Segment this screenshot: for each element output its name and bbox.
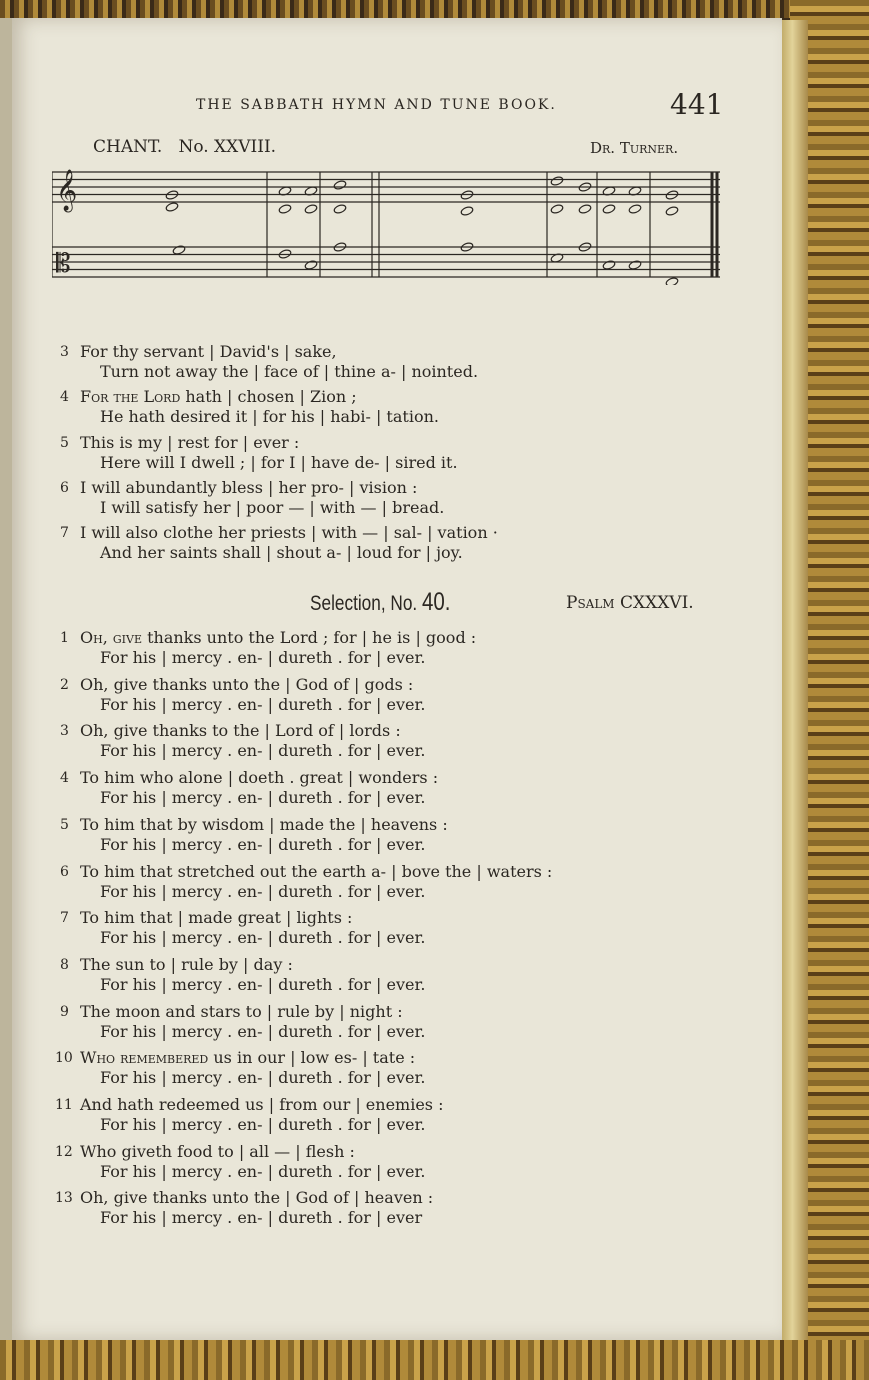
verse-lead-small-caps: Who remembered (80, 1048, 209, 1068)
verse-text-1: I will also clothe her priests | with — | sal- | vation · (80, 523, 498, 543)
verse-line-2: For his | mercy . en- | dureth . for | ever. (100, 741, 426, 761)
verse-line-2: For his | mercy . en- | dureth . for | ever (100, 1208, 423, 1228)
verse-text-1: The sun to | rule by | day : (80, 954, 293, 974)
verse-text-1: And hath redeemed us | from our | enemies : (80, 1095, 444, 1114)
book-bottom-edge-ornament (0, 1340, 869, 1380)
verse-line-2: For his | mercy . en- | dureth . for | ever. (100, 788, 426, 808)
verse-line-1 (80, 523, 498, 542)
verse-line-2: For his | mercy . en- | dureth . for | ever. (100, 1161, 426, 1181)
verse-number: 10 (55, 1050, 73, 1067)
verse-text-1: Who giveth food to | all — | flesh : (80, 1141, 355, 1161)
verse-line-1 (80, 955, 293, 974)
verse-number: 1 (60, 630, 69, 646)
verse-number: 4 (60, 770, 69, 787)
verse-text-1: hath | chosen | Zion ; (180, 387, 357, 407)
verse-line-1 (80, 1142, 355, 1161)
verse-number: 12 (55, 1143, 73, 1160)
verse-line-1 (80, 908, 352, 927)
selection-heading (310, 588, 451, 617)
verse-text-1: Oh, give thanks to the | Lord of | lords : (80, 721, 401, 741)
verse-text-1: The moon and stars to | rule by | night : (80, 1001, 403, 1021)
verse-text-1: This is my | rest for | ever : (80, 432, 300, 452)
verse-text-1: To him who alone | doeth . great | wonders : (80, 768, 439, 788)
verse-line-1 (80, 1188, 433, 1207)
verse-line-2: I will satisfy her | poor — | with — | bread. (100, 497, 445, 517)
verse-text-1: For thy servant | David's | sake, (80, 342, 337, 361)
verse-line-2: For his | mercy . en- | dureth . for | ever. (100, 694, 426, 714)
book-top-edge (0, 0, 869, 18)
page-number: 441 (670, 88, 724, 121)
verse-line-1 (80, 478, 417, 497)
selection-label: Selection, No. (310, 592, 418, 615)
verse-number: 3 (60, 723, 69, 740)
verse-line-1 (80, 628, 476, 647)
svg-text:𝄡: 𝄡 (56, 249, 71, 279)
verse-text-1: thanks unto the Lord ; for | he is | good : (142, 628, 477, 647)
verse-line-1 (80, 862, 552, 881)
verse-number: 5 (60, 816, 69, 833)
psalm-reference: Psalm CXXXVI. (566, 593, 694, 613)
verse-number: 3 (60, 344, 69, 360)
chant-title: CHANT. No. XXVIII. (93, 137, 277, 157)
verse-line-1 (80, 675, 413, 694)
verse-line-1 (80, 1048, 415, 1067)
verse-line-1 (80, 387, 357, 406)
verse-text-1: To him that by wisdom | made the | heavens : (80, 814, 448, 834)
verse-line-2: For his | mercy . en- | dureth . for | ever. (100, 648, 426, 667)
page-gutter (0, 18, 12, 1340)
verse-number: 6 (60, 863, 69, 880)
verse-text-1: To him that stretched out the earth a- | bove the | waters : (80, 861, 553, 881)
chant-composer: Dr. Turner. (590, 139, 679, 157)
verse-line-2: For his | mercy . en- | dureth . for | ever. (100, 928, 426, 948)
verse-line-2: Turn not away the | face of | thine a- | nointed. (100, 362, 479, 381)
verse-line-1 (80, 815, 448, 834)
verse-number: 4 (60, 389, 69, 406)
verse-text-1: Oh, give thanks unto the | God of | gods : (80, 674, 414, 694)
verse-line-1 (80, 768, 438, 787)
verse-line-2: Here will I dwell ; | for I | have de- | sired it. (100, 452, 458, 472)
verse-lead-small-caps: Oh, give (80, 628, 142, 647)
verse-text-1: us in our | low es- | tate : (208, 1048, 416, 1068)
music-score (52, 160, 722, 285)
verse-number: 11 (55, 1097, 73, 1113)
verse-line-2: And her saints shall | shout a- | loud for | joy. (100, 543, 463, 563)
verse-line-2: He hath desired it | for his | habi- | tation. (100, 407, 439, 427)
verse-line-1 (80, 342, 337, 361)
verse-line-1 (80, 1002, 403, 1021)
verse-text-1: I will abundantly bless | her pro- | vision : (80, 477, 418, 497)
running-title: THE SABBATH HYMN AND TUNE BOOK. (196, 97, 557, 113)
verse-number: 5 (60, 434, 69, 451)
verse-line-1 (80, 1095, 444, 1114)
verse-number: 2 (60, 676, 69, 693)
svg-text:𝄞: 𝄞 (56, 170, 78, 211)
verse-line-1 (80, 433, 299, 452)
gilt-page-edges (782, 20, 808, 1340)
verse-line-2: For his | mercy . en- | dureth . for | ever. (100, 1068, 426, 1088)
verse-line-2: For his | mercy . en- | dureth . for | ever. (100, 834, 426, 854)
verse-number: 9 (60, 1003, 69, 1020)
verse-number: 7 (60, 525, 69, 542)
verse-text-1: To him that | made great | lights : (80, 908, 353, 928)
verse-line-2: For his | mercy . en- | dureth . for | ever. (100, 974, 426, 994)
selection-number: 40. (422, 588, 451, 616)
verse-line-2: For his | mercy . en- | dureth . for | ever. (100, 1115, 426, 1134)
verse-number: 7 (60, 910, 69, 927)
verse-text-1: Oh, give thanks unto the | God of | heaven : (80, 1188, 434, 1208)
verse-line-2: For his | mercy . en- | dureth . for | ever. (100, 881, 426, 901)
verse-lead-small-caps: For the Lord (80, 387, 181, 407)
verse-number: 13 (55, 1190, 73, 1207)
verse-number: 6 (60, 479, 69, 496)
verse-line-1 (80, 721, 401, 740)
verse-number: 8 (60, 956, 69, 973)
verse-line-2: For his | mercy . en- | dureth . for | ever. (100, 1021, 426, 1041)
